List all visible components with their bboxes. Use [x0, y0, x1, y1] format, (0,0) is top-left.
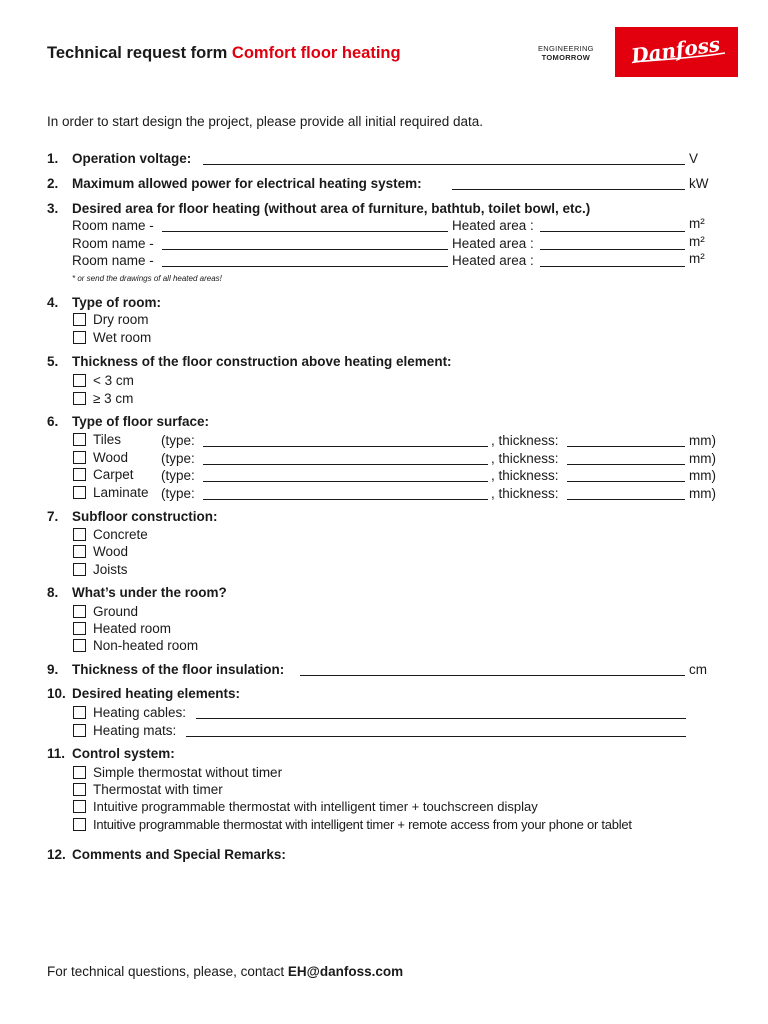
question-number: 5.	[47, 354, 59, 369]
question-number: 11.	[47, 746, 66, 761]
unit-label: m²	[689, 216, 705, 231]
checkbox-more-3cm[interactable]	[73, 392, 86, 405]
tiles-type-field[interactable]	[203, 446, 488, 447]
unit-label: mm)	[689, 451, 716, 466]
checkbox-heated-room[interactable]	[73, 622, 86, 635]
wood-type-field[interactable]	[203, 464, 488, 465]
logo-text: Danfoss	[629, 31, 722, 69]
checkbox-touchscreen-thermostat[interactable]	[73, 800, 86, 813]
contact-line	[47, 964, 403, 979]
carpet-thickness-field[interactable]	[567, 481, 685, 482]
checkbox-simple-thermostat[interactable]	[73, 766, 86, 779]
option-label: Wet room	[93, 330, 152, 345]
type-label: (type:	[161, 451, 195, 466]
checkbox-non-heated-room[interactable]	[73, 639, 86, 652]
option-label: Non-heated room	[93, 638, 199, 653]
question-label: Subfloor construction:	[72, 509, 218, 524]
tagline-line1: ENGINEERING	[538, 44, 594, 53]
question-label: Maximum allowed power for electrical heating system:	[72, 176, 422, 191]
question-label: Operation voltage:	[72, 151, 192, 166]
option-label: Wood	[93, 450, 129, 465]
option-label: Intuitive programmable thermostat with intelligent timer + remote access from your phone or tablet	[93, 817, 632, 832]
checkbox-heating-cables[interactable]	[73, 706, 86, 719]
option-label: Joists	[93, 562, 128, 577]
laminate-type-field[interactable]	[203, 499, 488, 500]
thickness-label: , thickness:	[491, 451, 559, 466]
danfoss-logo	[615, 27, 738, 77]
option-label: Concrete	[93, 527, 148, 542]
checkbox-wood-surface[interactable]	[73, 451, 86, 464]
option-label: Heating mats:	[93, 723, 177, 738]
drawings-note: * or send the drawings of all heated areas!	[72, 274, 222, 283]
question-number: 9.	[47, 662, 59, 677]
option-label: Laminate	[93, 485, 149, 500]
room-name-label: Room name -	[72, 253, 154, 268]
question-label: Desired area for floor heating (without area of furniture, bathtub, toilet bowl, etc.)	[72, 201, 591, 216]
unit-label: m²	[689, 251, 705, 266]
checkbox-ground[interactable]	[73, 605, 86, 618]
heated-area-label: Heated area :	[452, 218, 534, 233]
unit-label: m²	[689, 234, 705, 249]
checkbox-carpet[interactable]	[73, 468, 86, 481]
question-label: Control system:	[72, 746, 175, 761]
unit-label: V	[689, 151, 699, 166]
heating-mats-field[interactable]	[186, 736, 686, 737]
heated-area-label: Heated area :	[452, 236, 534, 251]
question-label: Desired heating elements:	[72, 686, 241, 701]
option-label: Thermostat with timer	[93, 782, 223, 797]
contact-text: For technical questions, please, contact	[47, 964, 285, 979]
checkbox-dry-room[interactable]	[73, 313, 86, 326]
question-label: Type of room:	[72, 295, 161, 310]
question-number: 2.	[47, 176, 59, 191]
max-power-field[interactable]	[452, 189, 685, 190]
checkbox-tiles[interactable]	[73, 433, 86, 446]
heated-area-field-1[interactable]	[540, 231, 685, 232]
logo-mark	[615, 27, 738, 77]
checkbox-heating-mats[interactable]	[73, 724, 86, 737]
type-label: (type:	[161, 468, 195, 483]
unit-label: kW	[689, 176, 709, 191]
room-name-label: Room name -	[72, 236, 154, 251]
option-label: Ground	[93, 604, 139, 619]
unit-label: mm)	[689, 486, 716, 501]
heated-area-field-3[interactable]	[540, 266, 685, 267]
option-label: Intuitive programmable thermostat with intelligent timer + touchscreen display	[93, 799, 538, 814]
checkbox-wet-room[interactable]	[73, 331, 86, 344]
question-label: Type of floor surface:	[72, 414, 210, 429]
question-number: 4.	[47, 295, 59, 310]
checkbox-remote-thermostat[interactable]	[73, 818, 86, 831]
type-label: (type:	[161, 486, 195, 501]
insulation-thickness-field[interactable]	[300, 675, 685, 676]
unit-label: mm)	[689, 468, 716, 483]
unit-label: cm	[689, 662, 707, 677]
title-highlight: Comfort floor heating	[231, 44, 401, 62]
checkbox-wood-subfloor[interactable]	[73, 545, 86, 558]
option-label: Tiles	[93, 432, 122, 447]
wood-thickness-field[interactable]	[567, 464, 685, 465]
checkbox-laminate[interactable]	[73, 486, 86, 499]
unit-label: mm)	[689, 433, 716, 448]
option-label: Simple thermostat without timer	[93, 765, 283, 780]
question-number: 1.	[47, 151, 59, 166]
heated-area-label: Heated area :	[452, 253, 534, 268]
contact-email-link[interactable]: EH@danfoss.com	[287, 964, 404, 979]
type-label: (type:	[161, 433, 195, 448]
option-label: Dry room	[93, 312, 149, 327]
carpet-type-field[interactable]	[203, 481, 488, 482]
intro-text: In order to start design the project, please provide all initial required data.	[47, 114, 484, 129]
question-label: Comments and Special Remarks:	[72, 847, 286, 862]
option-label: < 3 cm	[93, 373, 134, 388]
operation-voltage-field[interactable]	[203, 164, 685, 165]
checkbox-thermostat-timer[interactable]	[73, 783, 86, 796]
question-label: Thickness of the floor insulation:	[72, 662, 285, 677]
tagline-line2: TOMORROW	[541, 53, 591, 62]
comments-area[interactable]	[72, 866, 686, 950]
question-number: 8.	[47, 585, 59, 600]
room-name-label: Room name -	[72, 218, 154, 233]
question-number: 7.	[47, 509, 59, 524]
question-label: What’s under the room?	[72, 585, 227, 600]
room-name-field-3[interactable]	[162, 266, 448, 267]
thickness-label: , thickness:	[491, 486, 559, 501]
thickness-label: , thickness:	[491, 433, 559, 448]
checkbox-joists[interactable]	[73, 563, 86, 576]
title-prefix: Technical request form	[47, 44, 228, 62]
page-title	[47, 44, 401, 63]
option-label: Wood	[93, 544, 129, 559]
question-number: 10.	[47, 686, 66, 701]
room-name-field-2[interactable]	[162, 249, 448, 250]
question-number: 12.	[47, 847, 66, 862]
laminate-thickness-field[interactable]	[567, 499, 685, 500]
checkbox-less-3cm[interactable]	[73, 374, 86, 387]
option-label: ≥ 3 cm	[93, 391, 134, 406]
option-label: Heating cables:	[93, 705, 187, 720]
thickness-label: , thickness:	[491, 468, 559, 483]
question-label: Thickness of the floor construction above heating element:	[72, 354, 452, 369]
room-name-field-1[interactable]	[162, 231, 448, 232]
heating-cables-field[interactable]	[196, 718, 686, 719]
tiles-thickness-field[interactable]	[567, 446, 685, 447]
option-label: Carpet	[93, 467, 134, 482]
checkbox-concrete[interactable]	[73, 528, 86, 541]
question-number: 3.	[47, 201, 59, 216]
question-number: 6.	[47, 414, 59, 429]
option-label: Heated room	[93, 621, 172, 636]
tagline	[538, 44, 594, 62]
heated-area-field-2[interactable]	[540, 249, 685, 250]
